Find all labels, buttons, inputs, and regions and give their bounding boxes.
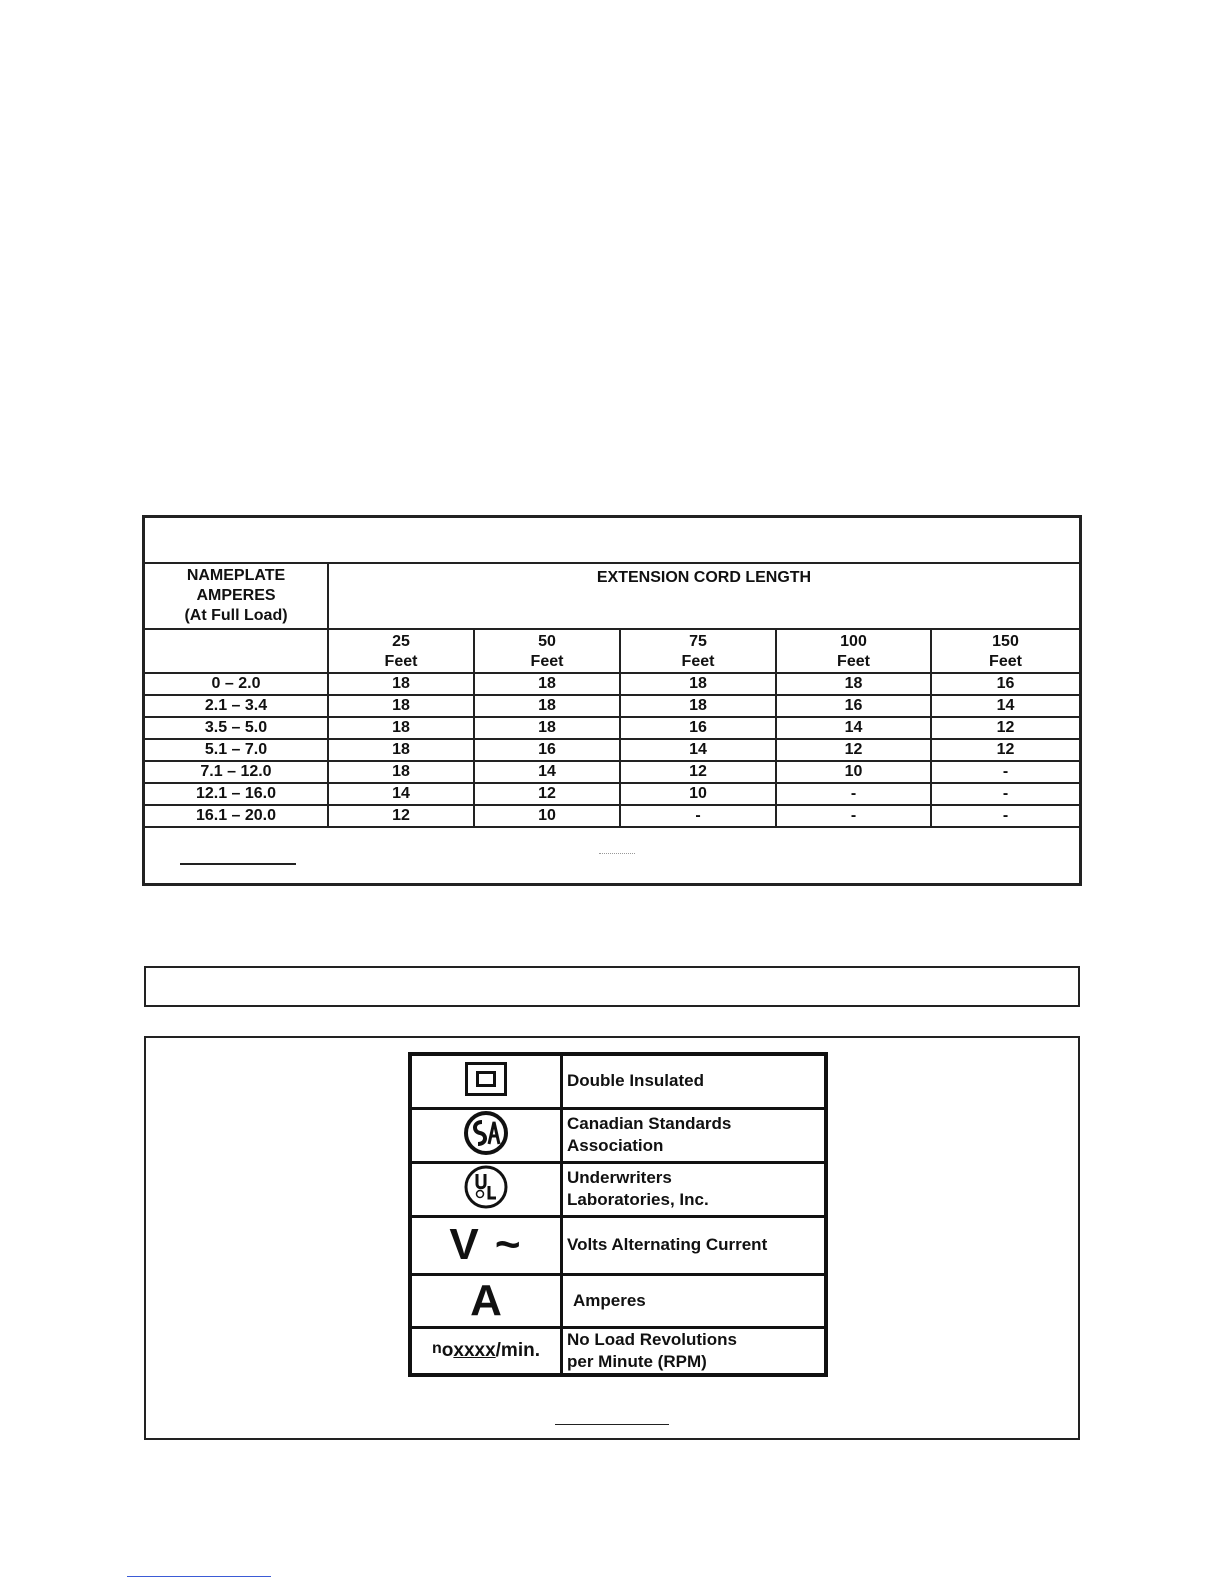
length-value: 50 — [538, 633, 556, 650]
gauge-cell: 18 — [474, 695, 620, 717]
gauge-cell: 12 — [474, 783, 620, 805]
amps-cell: 3.5 – 5.0 — [145, 717, 328, 739]
amps-cell: 16.1 – 20.0 — [145, 805, 328, 827]
amps-cell: 5.1 – 7.0 — [145, 739, 328, 761]
length-value: 75 — [689, 633, 707, 650]
gauge-cell: 16 — [931, 673, 1079, 695]
description-line: Underwriters — [567, 1168, 672, 1187]
rpm-o: o — [441, 1339, 454, 1361]
symbol-cell — [410, 1274, 562, 1327]
table-row — [145, 673, 1079, 695]
symbol-cell — [410, 1216, 562, 1274]
length-value: 150 — [992, 633, 1019, 650]
symbol-row — [410, 1162, 826, 1216]
nameplate-amperes-header — [145, 563, 328, 629]
symbol-description: Double Insulated — [562, 1054, 827, 1108]
gauge-cell: 14 — [931, 695, 1079, 717]
symbol-row — [410, 1054, 826, 1108]
gauge-cell: 14 — [474, 761, 620, 783]
symbol-description: Amperes — [562, 1274, 827, 1327]
description-line: Laboratories, Inc. — [567, 1190, 709, 1209]
symbol-description — [562, 1108, 827, 1162]
length-unit: Feet — [681, 653, 715, 670]
gauge-cell: - — [931, 783, 1079, 805]
amps-cell: 7.1 – 12.0 — [145, 761, 328, 783]
extension-cord-table — [145, 562, 1079, 828]
amps-cell: 2.1 – 3.4 — [145, 695, 328, 717]
length-unit: Feet — [837, 653, 870, 670]
gauge-cell: 12 — [931, 717, 1079, 739]
gauge-cell: 18 — [328, 761, 474, 783]
double-insulated-icon — [465, 1062, 507, 1096]
length-unit: Feet — [530, 653, 564, 670]
table-header-row — [145, 563, 1079, 629]
gauge-cell: 18 — [776, 673, 931, 695]
gauge-cell: 16 — [474, 739, 620, 761]
table-row — [145, 805, 1079, 827]
csa-logo-icon — [463, 1110, 509, 1156]
table-row — [145, 695, 1079, 717]
gauge-cell: 18 — [328, 673, 474, 695]
gauge-cell: 10 — [474, 805, 620, 827]
gauge-cell: 18 — [328, 695, 474, 717]
cord-length-row — [145, 629, 1079, 673]
extension-cord-table-box — [142, 515, 1082, 886]
symbol-row — [410, 1274, 826, 1327]
length-value: 100 — [840, 633, 867, 650]
description-line: No Load Revolutions — [567, 1329, 737, 1349]
gauge-cell: 14 — [328, 783, 474, 805]
gauge-cell: - — [776, 805, 931, 827]
underline-rule — [180, 863, 296, 865]
header-line: (At Full Load) — [184, 607, 288, 624]
rpm-xxxx: xxxx — [453, 1339, 496, 1361]
blank-cell — [145, 629, 328, 673]
symbol-cell — [410, 1054, 562, 1108]
symbol-row — [410, 1108, 826, 1162]
length-cell — [328, 629, 474, 673]
gauge-cell: 18 — [620, 695, 776, 717]
table-row — [145, 717, 1079, 739]
length-cell — [474, 629, 620, 673]
footer-link-line — [127, 1576, 271, 1577]
table-row — [145, 761, 1079, 783]
amperes-icon: A — [470, 1275, 502, 1325]
gauge-cell: 10 — [620, 783, 776, 805]
symbol-description — [562, 1327, 827, 1375]
length-value: 25 — [392, 633, 410, 650]
gauge-cell: - — [931, 805, 1079, 827]
gauge-cell: 18 — [474, 717, 620, 739]
gauge-cell: - — [776, 783, 931, 805]
amps-cell: 12.1 – 16.0 — [145, 783, 328, 805]
rpm-min: /min. — [495, 1339, 540, 1361]
rpm-n: n — [431, 1339, 442, 1357]
amps-cell: 0 – 2.0 — [145, 673, 328, 695]
gauge-cell: 12 — [931, 739, 1079, 761]
gauge-cell: 16 — [620, 717, 776, 739]
gauge-cell: - — [620, 805, 776, 827]
symbol-cell — [410, 1162, 562, 1216]
header-line: NAMEPLATE — [186, 567, 286, 584]
length-cell — [931, 629, 1079, 673]
gauge-cell: 18 — [620, 673, 776, 695]
table-row — [145, 739, 1079, 761]
length-cell — [620, 629, 776, 673]
empty-notice-box — [144, 966, 1080, 1007]
length-unit: Feet — [384, 653, 418, 670]
gauge-cell: 14 — [776, 717, 931, 739]
gauge-cell: 18 — [328, 717, 474, 739]
description-line: Association — [567, 1136, 664, 1155]
symbol-description: Volts Alternating Current — [562, 1216, 827, 1274]
symbol-row — [410, 1216, 826, 1274]
ul-logo-icon — [463, 1164, 509, 1210]
symbols-table — [408, 1052, 828, 1377]
gauge-cell: - — [931, 761, 1079, 783]
description-line: per Minute (RPM) — [567, 1351, 707, 1371]
faint-mark — [599, 853, 635, 855]
gauge-cell: 16 — [776, 695, 931, 717]
underline-rule — [555, 1424, 669, 1425]
volts-ac-icon: V ~ — [449, 1220, 523, 1269]
rpm-icon — [410, 1327, 562, 1375]
table-row — [145, 783, 1079, 805]
gauge-cell: 12 — [328, 805, 474, 827]
length-cell — [776, 629, 931, 673]
symbol-cell — [410, 1108, 562, 1162]
gauge-cell: 18 — [328, 739, 474, 761]
extension-cord-length-header: EXTENSION CORD LENGTH — [328, 563, 1079, 629]
length-unit: Feet — [989, 653, 1022, 670]
header-line: AMPERES — [196, 587, 276, 604]
gauge-cell: 10 — [776, 761, 931, 783]
gauge-cell: 12 — [620, 761, 776, 783]
gauge-cell: 14 — [620, 739, 776, 761]
description-line: Canadian Standards — [567, 1114, 732, 1133]
symbol-row — [410, 1327, 826, 1375]
symbol-description — [562, 1162, 827, 1216]
gauge-cell: 18 — [474, 673, 620, 695]
gauge-cell: 12 — [776, 739, 931, 761]
